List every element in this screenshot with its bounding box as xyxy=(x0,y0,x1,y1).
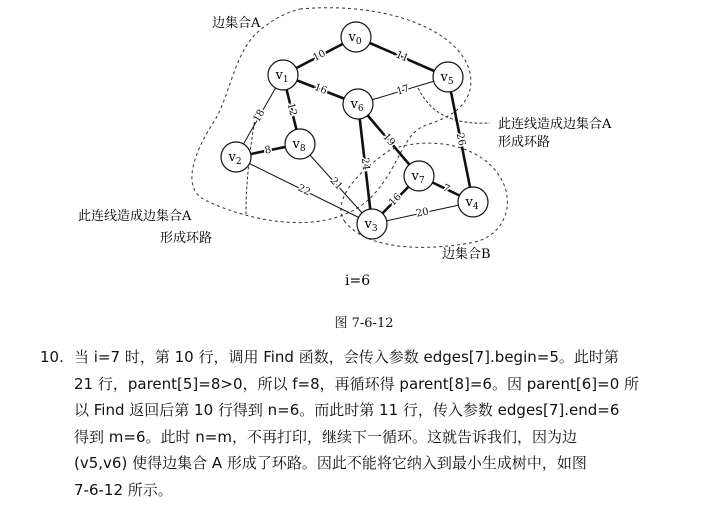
vertex-label: $v_8$ xyxy=(292,137,306,154)
edge-weight-label: 21 xyxy=(327,175,345,193)
vertex-label: $v_6$ xyxy=(350,97,364,114)
edge-weight-label: 11 xyxy=(393,49,411,65)
edge-weight-label: 7 xyxy=(440,182,452,196)
edge-weight-label: 24 xyxy=(358,157,372,171)
vertex-v8 xyxy=(285,129,315,159)
vertex-v4 xyxy=(458,187,488,217)
edge-weight-label: 19 xyxy=(380,131,397,149)
vertex-v5 xyxy=(433,62,463,92)
paragraph-line: 当 i=7 时，第 10 行，调用 Find 函数，会传入参数 edges[7].begin=5。此时第 xyxy=(74,348,619,366)
edge-weight-label: 16 xyxy=(312,82,329,97)
note-left-line2: 形成环路 xyxy=(160,231,213,246)
paragraph-number: 10. xyxy=(40,348,64,366)
vertex-label: $v_2$ xyxy=(228,150,242,167)
vertex-label: $v_0$ xyxy=(348,30,362,47)
vertex-label: $v_1$ xyxy=(275,68,289,85)
vertex-v3 xyxy=(357,209,387,239)
paragraph-line: (v5,v6) 使得边集合 A 形成了环路。因此不能将它纳入到最小生成树中，如图 xyxy=(74,454,587,473)
edge-weight-label: 17 xyxy=(395,83,411,98)
vertex-v1 xyxy=(268,60,298,90)
vertex-label: $v_5$ xyxy=(440,70,454,87)
vertex-label: $v_4$ xyxy=(465,195,479,212)
paragraph-line: 得到 m=6。此时 n=m，不再打印，继续下一循环。这就告诉我们，因为边 xyxy=(74,427,577,446)
edge-weight-label: 18 xyxy=(251,107,268,125)
edge-weight-label: 26 xyxy=(453,132,468,147)
paragraph-line: 以 Find 返回后第 10 行得到 n=6。而此时第 11 行，传入参数 edges[7].end=6 xyxy=(74,401,620,420)
edge-set-b-label: 边集合B xyxy=(442,247,491,262)
iteration-label: i=6 xyxy=(345,273,371,289)
edge-weight-label: 8 xyxy=(263,144,273,157)
explanation-paragraph xyxy=(40,344,712,504)
paragraph-line: 7-6-12 所示。 xyxy=(74,480,173,499)
edge-weight-label: 10 xyxy=(311,48,328,64)
paragraph-line: 21 行，parent[5]=8>0，所以 f=8，再循环得 parent[8]=6。因 parent[6]=0 所 xyxy=(74,374,640,393)
vertex-label: $v_3$ xyxy=(364,217,378,234)
vertex-v7 xyxy=(404,161,434,191)
vertex-v6 xyxy=(343,89,373,119)
note-left-line1: 此连线造成边集合A xyxy=(78,209,192,224)
note-right-line2: 形成环路 xyxy=(498,135,551,150)
edge-weight-label: 22 xyxy=(295,182,313,199)
edge-weight-label: 12 xyxy=(284,102,299,117)
figure-caption: 图 7-6-12 xyxy=(334,316,394,331)
vertex-label: $v_7$ xyxy=(411,169,425,186)
note-right-line1: 此连线造成边集合A xyxy=(498,117,612,132)
edge-weight-label: 20 xyxy=(415,206,430,220)
edge-set-a-boundary xyxy=(192,8,471,223)
vertex-v0 xyxy=(341,22,371,52)
edge-set-a-label: 边集合A xyxy=(212,16,261,31)
edge-weight-label: 16 xyxy=(387,191,404,209)
vertex-v2 xyxy=(221,142,251,172)
